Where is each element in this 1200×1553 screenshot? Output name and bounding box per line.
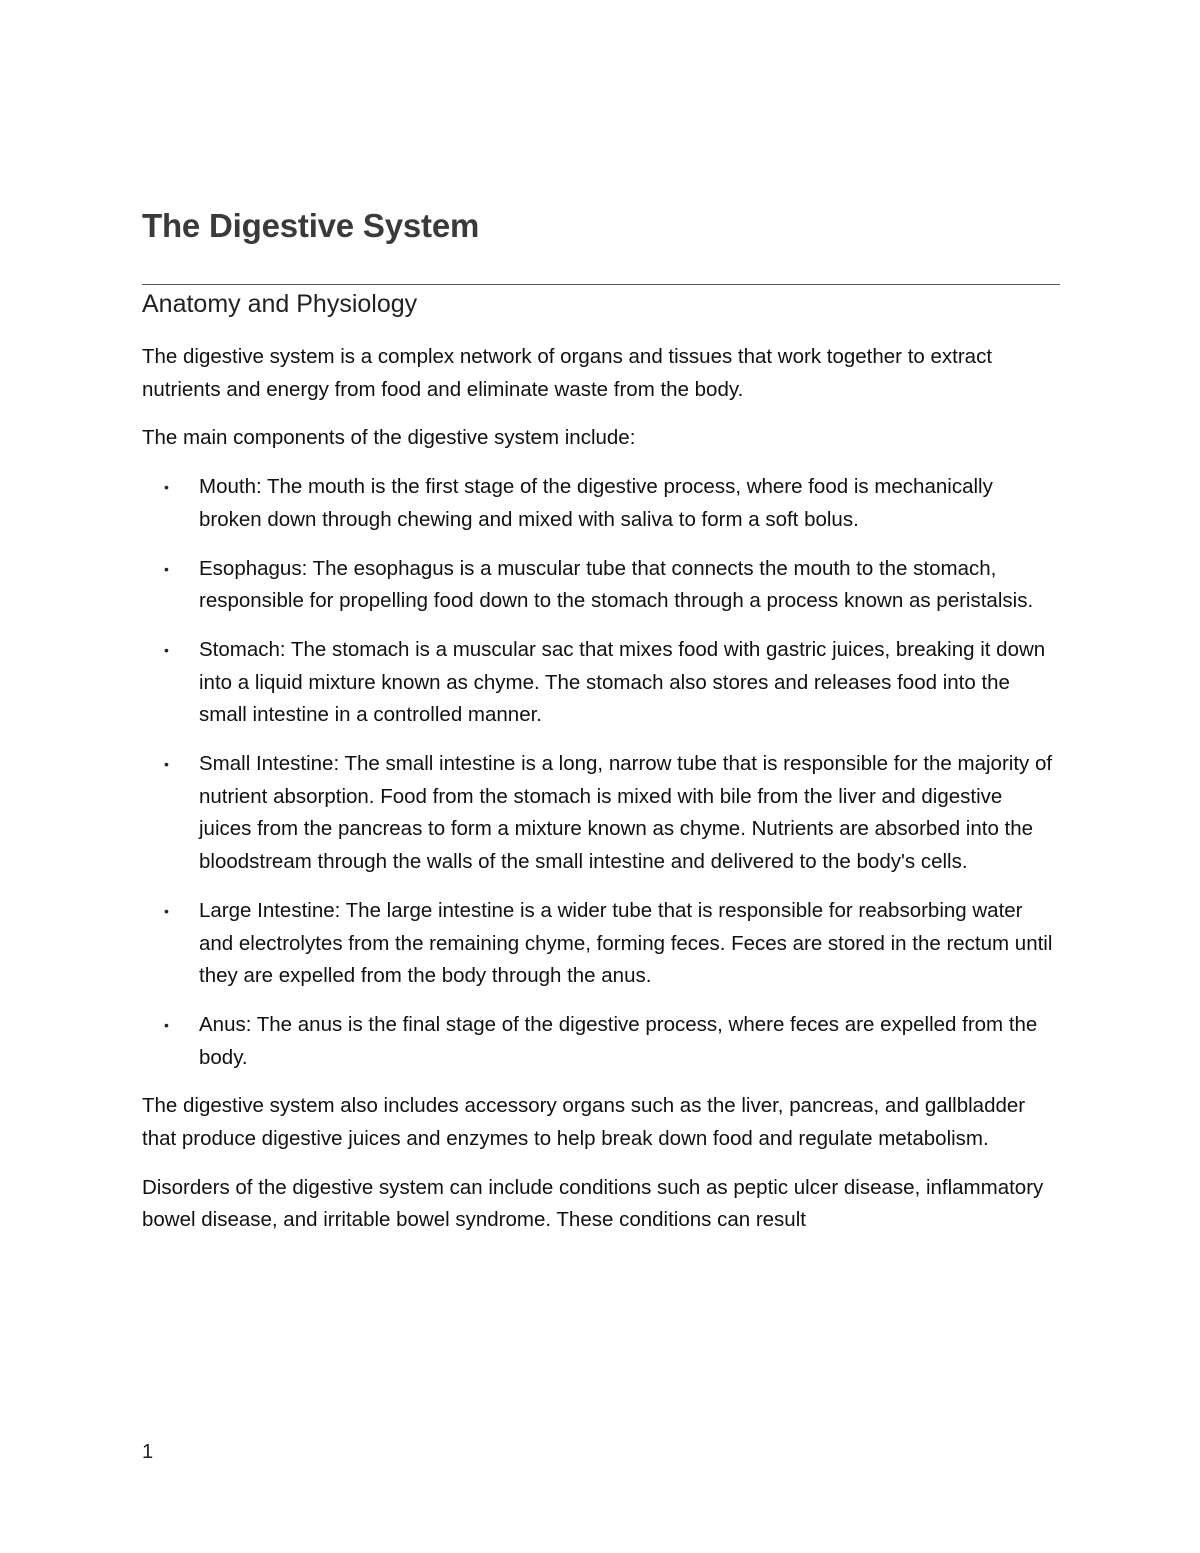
- components-intro: The main components of the digestive system include:: [142, 426, 636, 450]
- list-item-text: Large Intestine: The large intestine is a wider tube that is responsible for reabsorbing water and electrolytes from the remaining chyme, forming feces. Feces are stored in the rectum until they are expelled from the body through the anus.: [199, 898, 1053, 988]
- list-item: [142, 471, 1060, 536]
- list-item-text: Small Intestine: The small intestine is a long, narrow tube that is responsible for the majority of nutrient absorption. Food from the stomach is mixed with bile from the liver and digestive juices from the pancreas to form a mixture known as chyme. Nutrients are absorbed into the bloodstream through the walls of the small intestine and delivered to the body's cells.: [199, 752, 1053, 874]
- page-number: 1: [142, 1441, 154, 1463]
- list-item: [142, 748, 1060, 879]
- bullet-icon: •: [164, 756, 169, 773]
- bullet-icon: •: [164, 560, 169, 577]
- document-body: [142, 341, 1060, 1253]
- section-heading: Anatomy and Physiology: [142, 290, 418, 318]
- list-item: [142, 553, 1060, 618]
- title-divider: [142, 284, 1060, 285]
- accessory-organs-paragraph: The digestive system also includes accessory organs such as the liver, pancreas, and gallbladder that produce digestive juices and enzymes to help break down food and regulate metabolism.: [142, 1094, 1026, 1151]
- disorders-paragraph: Disorders of the digestive system can include conditions such as peptic ulcer disease, inflammatory bowel disease, and irritable bowel syndrome. These conditions can result: [142, 1175, 1044, 1232]
- list-item-text: Mouth: The mouth is the first stage of the digestive process, where food is mechanically broken down through chewing and mixed with saliva to form a soft bolus.: [199, 475, 993, 531]
- list-item-text: Anus: The anus is the final stage of the digestive process, where feces are expelled from the body.: [199, 1012, 1038, 1069]
- list-item-text: Stomach: The stomach is a muscular sac that mixes food with gastric juices, breaking it down into a liquid mixture known as chyme. The stomach also stores and releases food into the small intestine in a controlled manner.: [199, 637, 1046, 727]
- list-item-text: Esophagus: The esophagus is a muscular tube that connects the mouth to the stomach, responsible for propelling food down to the stomach through a process known as peristalsis.: [199, 556, 1034, 613]
- bullet-icon: •: [164, 902, 169, 919]
- document-title: The Digestive System: [142, 207, 480, 244]
- bullet-icon: •: [164, 1016, 169, 1033]
- intro-paragraph: The digestive system is a complex network of organs and tissues that work together to extract nutrients and energy from food and eliminate waste from the body.: [142, 345, 993, 401]
- list-item: [142, 634, 1060, 732]
- list-item: [142, 1009, 1060, 1074]
- components-list: [142, 471, 1060, 1074]
- bullet-icon: •: [164, 479, 169, 496]
- bullet-icon: •: [164, 641, 169, 658]
- list-item: [142, 895, 1060, 993]
